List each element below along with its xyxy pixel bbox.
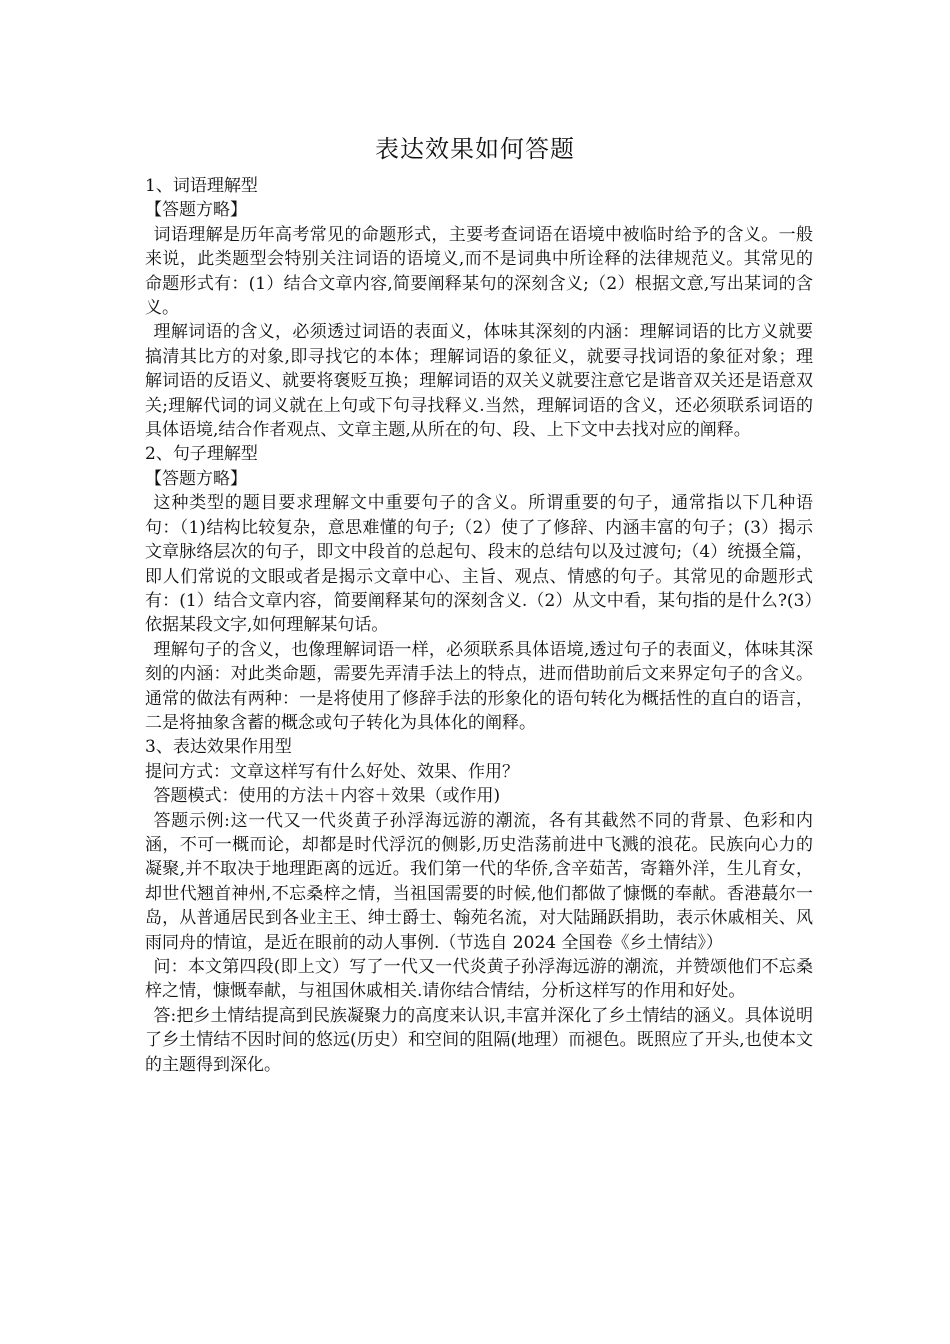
strategy-label: 【答题方略】 [145,200,247,221]
answer-template: 答题模式：使用的方法＋内容＋效果（或作用) [153,786,501,807]
question-method: 提问方式：文章这样写有什么好处、效果、作用？ [145,761,519,782]
answer-example: 答题示例:这一代又一代炎黄子孙浮海远游的潮流，各有其截然不同的背景、色彩和内涵，不可一概而论，却都是时代浮沉的侧影,历史浩荡前进中飞溅的浪花。民族向心力的凝聚,并不取决于地理距离的远近。我们第一代的华侨,含辛茹苦，寄籍外洋，生儿育女，却世代翘首神州,不忘桑梓之情，当祖国需要的时候,他们都做了慷慨的奉献。香港蕞尔一岛，从普通居民到各业主王、绅士爵士、翰苑名流，对大陆踊跃捐助，表示休戚相关、风雨同舟的情谊，是近在眼前的动人事例.（节选自 2024 全国卷《乡土情结》） [145,810,813,953]
paragraph: 理解句子的含义，也像理解词语一样，必须联系具体语境,透过句子的表面义，体味其深刻的内涵：对此类命题，需要先弄清手法上的特点，进而借助前后文来界定句子的含义。通常的做法有两种：一是将使用了修辞手法的形象化的语句转化为概括性的直白的语言，二是将抽象含蓄的概念或句子转化为具体化的阐释。 [145,639,813,733]
section-heading-sentence-understanding: 2、句子理解型 [145,444,258,465]
strategy-label: 【答题方略】 [145,468,247,489]
document-title: 表达效果如何答题 [375,135,575,163]
section-heading-word-understanding: 1、词语理解型 [145,176,258,196]
example-answer: 答:把乡土情结提高到民族凝聚力的高度来认识,丰富并深化了乡土情结的涵义。具体说明了乡土情结不因时间的悠远(历史）和空间的阻隔(地理）而褪色。既照应了开头,也使本文的主题得到深化。 [145,1005,813,1075]
paragraph: 理解词语的含义，必须透过词语的表面义，体味其深刻的内涵：理解词语的比方义就要搞清其比方的对象,即寻找它的本体；理解词语的象征义，就要寻找词语的象征对象；理解词语的反语义、就要将褒贬互换；理解词语的双关义就要注意它是谐音双关还是语意双关;理解代词的词义就在上句或下句寻找释义.当然，理解词语的含义，还必须联系词语的具体语境,结合作者观点、文章主题,从所在的句、段、上下文中去找对应的阐释。 [145,322,813,441]
paragraph: 这种类型的题目要求理解文中重要句子的含义。所谓重要的句子，通常指以下几种语句：（1)结构比较复杂，意思难懂的句子;（2）使了了修辞、内涵丰富的句子；(3）揭示文章脉络层次的句子，即文中段首的总起句、段末的总结句以及过渡句;（4）统摄全篇，即人们常说的文眼或者是揭示文章中心、主旨、观点、情感的句子。其常见的命题形式有：(1）结合文章内容，简要阐释某句的深刻含义.（2）从文中看，某句指的是什么?(3）依据某段文字,如何理解某句话。 [145,493,813,636]
example-question: 问：本文第四段(即上文）写了一代又一代炎黄子孙浮海远游的潮流，并赞颂他们不忘桑梓之情，慷慨奉献，与祖国休戚相关.请你结合情结，分析这样写的作用和好处。 [145,957,813,1002]
section-heading-expression-effect: 3、表达效果作用型 [145,737,292,758]
paragraph: 词语理解是历年高考常见的命题形式，主要考查词语在语境中被临时给予的含义。一般来说，此类题型会特别关注词语的语境义,而不是词典中所诠释的法律规范义。其常见的命题形式有：(1）结合文章内容,简要阐释某句的深刻含义;（2）根据文意,写出某词的含义。 [145,224,813,319]
document-body [145,174,813,1077]
